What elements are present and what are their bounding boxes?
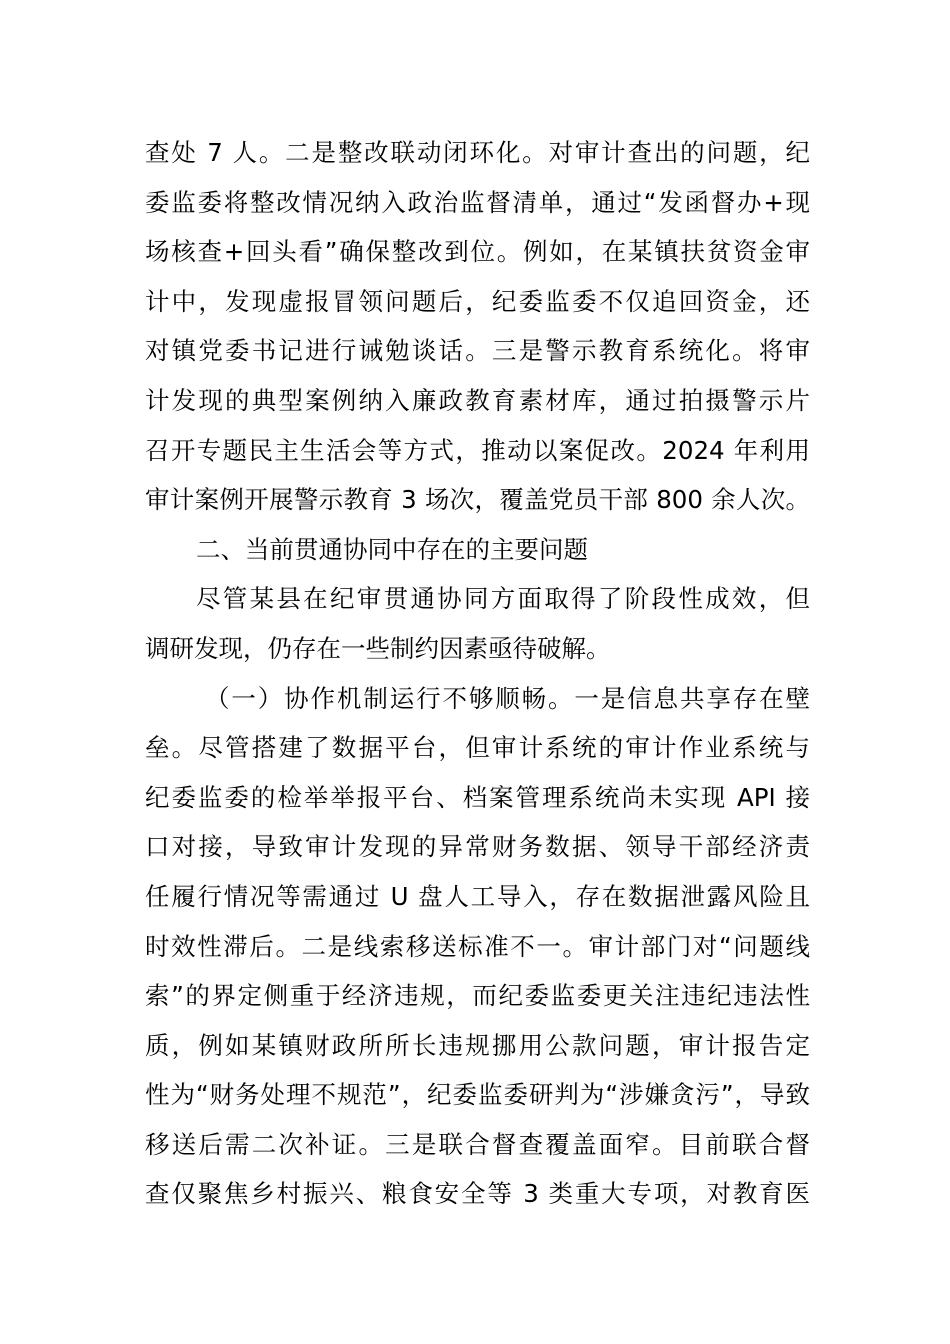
text-line: 任履行情况等需通过 U 盘人工导入，存在数据泄露风险且 — [145, 881, 810, 911]
text-line: 召开专题民主生活会等方式，推动以案促改。2024 年利用 — [145, 435, 810, 465]
text-line: 质，例如某镇财政所所长违规挪用公款问题，审计报告定 — [145, 1030, 810, 1060]
text-line: 性为“财务处理不规范”，纪委监委研判为“涉嫌贪污”，导致 — [145, 1080, 810, 1110]
text-line: 查处 7 人。二是整改联动闭环化。对审计查出的问题，纪 — [145, 138, 810, 167]
text-line: 时效性滞后。二是线索移送标准不一。审计部门对“问题线 — [145, 931, 810, 961]
text-line: 垒。尽管搭建了数据平台，但审计系统的审计作业系统与 — [145, 733, 810, 763]
text-line: 对镇党委书记进行诫勉谈话。三是警示教育系统化。将审 — [145, 336, 810, 366]
body-text — [145, 128, 810, 1219]
text-line: 查仅聚焦乡村振兴、粮食安全等 3 类重大专项，对教育医 — [145, 1179, 810, 1209]
text-line: 计中，发现虚报冒领问题后，纪委监委不仅追回资金，还 — [145, 286, 810, 316]
text-line: 纪委监委的检举举报平台、档案管理系统尚未实现 API 接 — [145, 782, 810, 812]
text-line: 口对接，导致审计发现的异常财务数据、领导干部经济责 — [145, 832, 810, 862]
text-line: 移送后需二次补证。三是联合督查覆盖面窄。目前联合督 — [145, 1129, 810, 1159]
text-line: 计发现的典型案例纳入廉政教育素材库，通过拍摄警示片 — [145, 385, 810, 415]
section-heading: 二、当前贯通协同中存在的主要问题 — [196, 534, 588, 564]
text-line: 场核查+回头看”确保整改到位。例如，在某镇扶贫资金审 — [145, 237, 810, 267]
text-line: 尽管某县在纪审贯通协同方面取得了阶段性成效，但 — [196, 584, 810, 614]
text-line: 索”的界定侧重于经济违规，而纪委监委更关注违纪违法性 — [145, 981, 810, 1011]
subsection-line: （一）协作机制运行不够顺畅。一是信息共享存在壁 — [205, 683, 810, 713]
text-line: 调研发现，仍存在一些制约因素亟待破解。 — [145, 633, 611, 663]
text-line: 审计案例开展警示教育 3 场次，覆盖党员干部 800 余人次。 — [145, 485, 810, 515]
text-line: 委监委将整改情况纳入政治监督清单，通过“发函督办+现 — [145, 187, 810, 217]
